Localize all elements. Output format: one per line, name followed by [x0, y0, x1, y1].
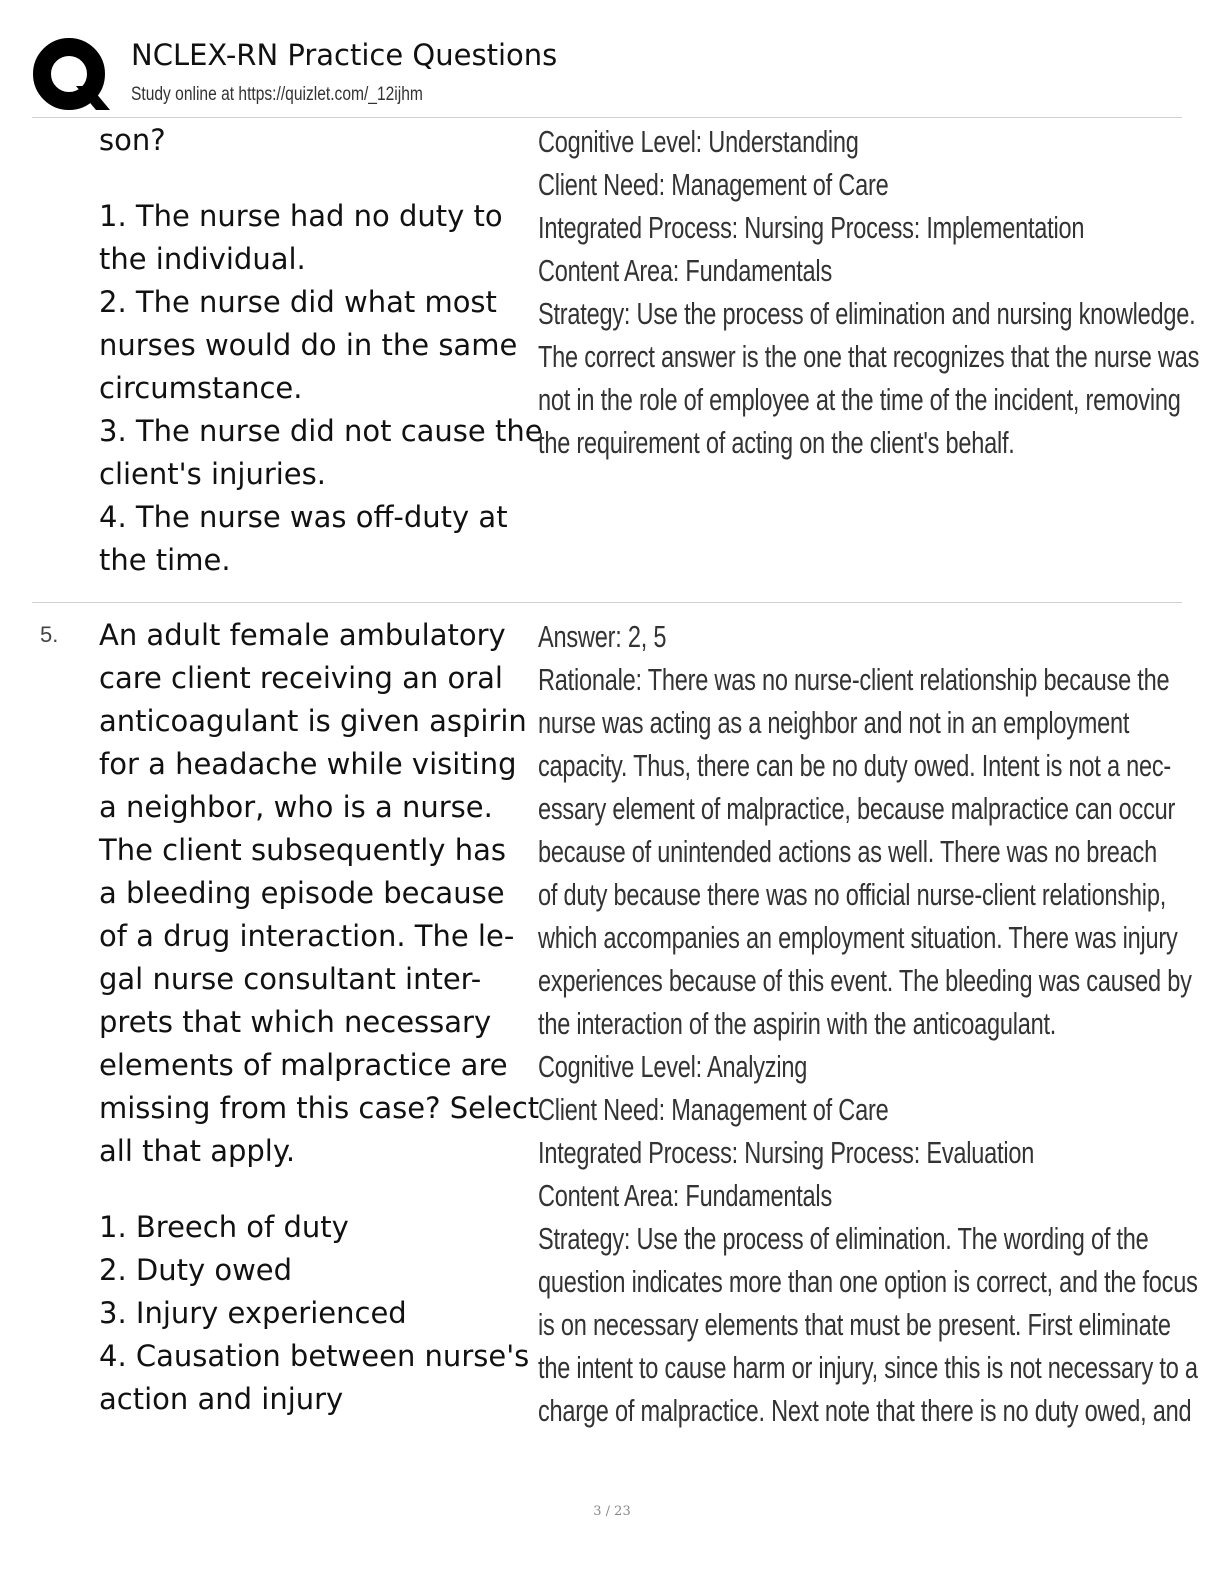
- question-line: anticoagulant is given aspirin: [99, 704, 527, 738]
- option-item: 4. Causation between nurse's: [99, 1339, 530, 1373]
- question-line: 4. The nurse was off-duty at: [99, 500, 508, 534]
- question-line: prets that which necessary: [99, 1005, 492, 1039]
- card-5-question: [99, 614, 539, 1173]
- question-line: missing from this case? Select: [99, 1091, 540, 1125]
- question-line: son?: [99, 123, 166, 157]
- question-line: gal nurse consultant inter-: [99, 962, 482, 996]
- page-header: [32, 30, 1182, 116]
- quizlet-logo-icon: [32, 36, 110, 114]
- answer-line: The correct answer is the one that recognizes that the nurse was: [538, 339, 1200, 374]
- question-line: elements of malpractice are: [99, 1048, 508, 1082]
- header-divider: [32, 117, 1182, 118]
- question-line: a bleeding episode because: [99, 876, 505, 910]
- question-line: the time.: [99, 543, 231, 577]
- answer-line: nurse was acting as a neighbor and not in an employment: [538, 705, 1130, 740]
- option-item: 3. Injury experienced: [99, 1296, 407, 1330]
- question-line: all that apply.: [99, 1134, 296, 1168]
- question-line: nurses would do in the same: [99, 328, 518, 362]
- answer-line: which accompanies an employment situation. There was injury: [538, 920, 1178, 955]
- option-item: action and injury: [99, 1382, 344, 1416]
- option-item: 2. Duty owed: [99, 1253, 293, 1287]
- answer-line: not in the role of employee at the time of the incident, removing: [538, 382, 1181, 417]
- question-line: [99, 162, 539, 195]
- answer-line: charge of malpractice. Next note that there is no duty owed, and: [538, 1393, 1192, 1428]
- answer-line: essary element of malpractice, because malpractice can occur: [538, 791, 1176, 826]
- answer-line: Content Area: Fundamentals: [538, 253, 833, 288]
- page-number: 3 / 23: [593, 1504, 631, 1519]
- question-line: 3. The nurse did not cause the: [99, 414, 543, 448]
- question-line: The client subsequently has: [99, 833, 506, 867]
- answer-line: Client Need: Management of Care: [538, 1092, 889, 1127]
- question-line: 1. The nurse had no duty to: [99, 199, 503, 233]
- answer-line: question indicates more than one option is correct, and the focus: [538, 1264, 1198, 1299]
- question-line: An adult female ambulatory: [99, 618, 506, 652]
- answer-line: of duty because there was no official nurse-client relationship,: [538, 877, 1167, 912]
- answer-line: the intent to cause harm or injury, since this is not necessary to a: [538, 1350, 1198, 1385]
- answer-line: Strategy: Use the process of elimination and nursing knowledge.: [538, 296, 1196, 331]
- answer-line: the interaction of the aspirin with the anticoagulant.: [538, 1006, 1057, 1041]
- answer-line: experiences because of this event. The bleeding was caused by: [538, 963, 1192, 998]
- answer-line: because of unintended actions as well. There was no breach: [538, 834, 1157, 869]
- card-4-question: [99, 119, 543, 582]
- answer-line: Integrated Process: Nursing Process: Implementation: [538, 210, 1085, 245]
- answer-line: Answer: 2, 5: [538, 619, 667, 654]
- card-divider: [32, 602, 1182, 603]
- question-line: care client receiving an oral: [99, 661, 503, 695]
- card-5-answer: [538, 615, 1224, 1432]
- answer-line: Client Need: Management of Care: [538, 167, 889, 202]
- page-title: NCLEX-RN Practice Questions: [131, 38, 558, 72]
- answer-line: the requirement of acting on the client's behalf.: [538, 425, 1015, 460]
- answer-line: Cognitive Level: Understanding: [538, 124, 859, 159]
- answer-line: Content Area: Fundamentals: [538, 1178, 833, 1213]
- question-line: client's injuries.: [99, 457, 326, 491]
- answer-line: is on necessary elements that must be present. First eliminate: [538, 1307, 1171, 1342]
- option-item: 1. Breech of duty: [99, 1210, 349, 1244]
- answer-line: Cognitive Level: Analyzing: [538, 1049, 808, 1084]
- answer-line: capacity. Thus, there can be no duty owed. Intent is not a nec-: [538, 748, 1172, 783]
- answer-line: Strategy: Use the process of elimination. The wording of the: [538, 1221, 1149, 1256]
- question-line: a neighbor, who is a nurse.: [99, 790, 493, 824]
- question-line: circumstance.: [99, 371, 303, 405]
- answer-line: Integrated Process: Nursing Process: Evaluation: [538, 1135, 1035, 1170]
- study-online-link[interactable]: Study online at https://quizlet.com/_12ijhm: [131, 84, 423, 105]
- question-line: 2. The nurse did what most: [99, 285, 497, 319]
- question-line: the individual.: [99, 242, 306, 276]
- question-line: of a drug interaction. The le-: [99, 919, 515, 953]
- card-4-answer: [538, 120, 1224, 464]
- answer-line: Rationale: There was no nurse-client relationship because the: [538, 662, 1170, 697]
- card-5-options: [99, 1206, 539, 1421]
- card-number: 5.: [40, 622, 59, 647]
- question-line: for a headache while visiting: [99, 747, 517, 781]
